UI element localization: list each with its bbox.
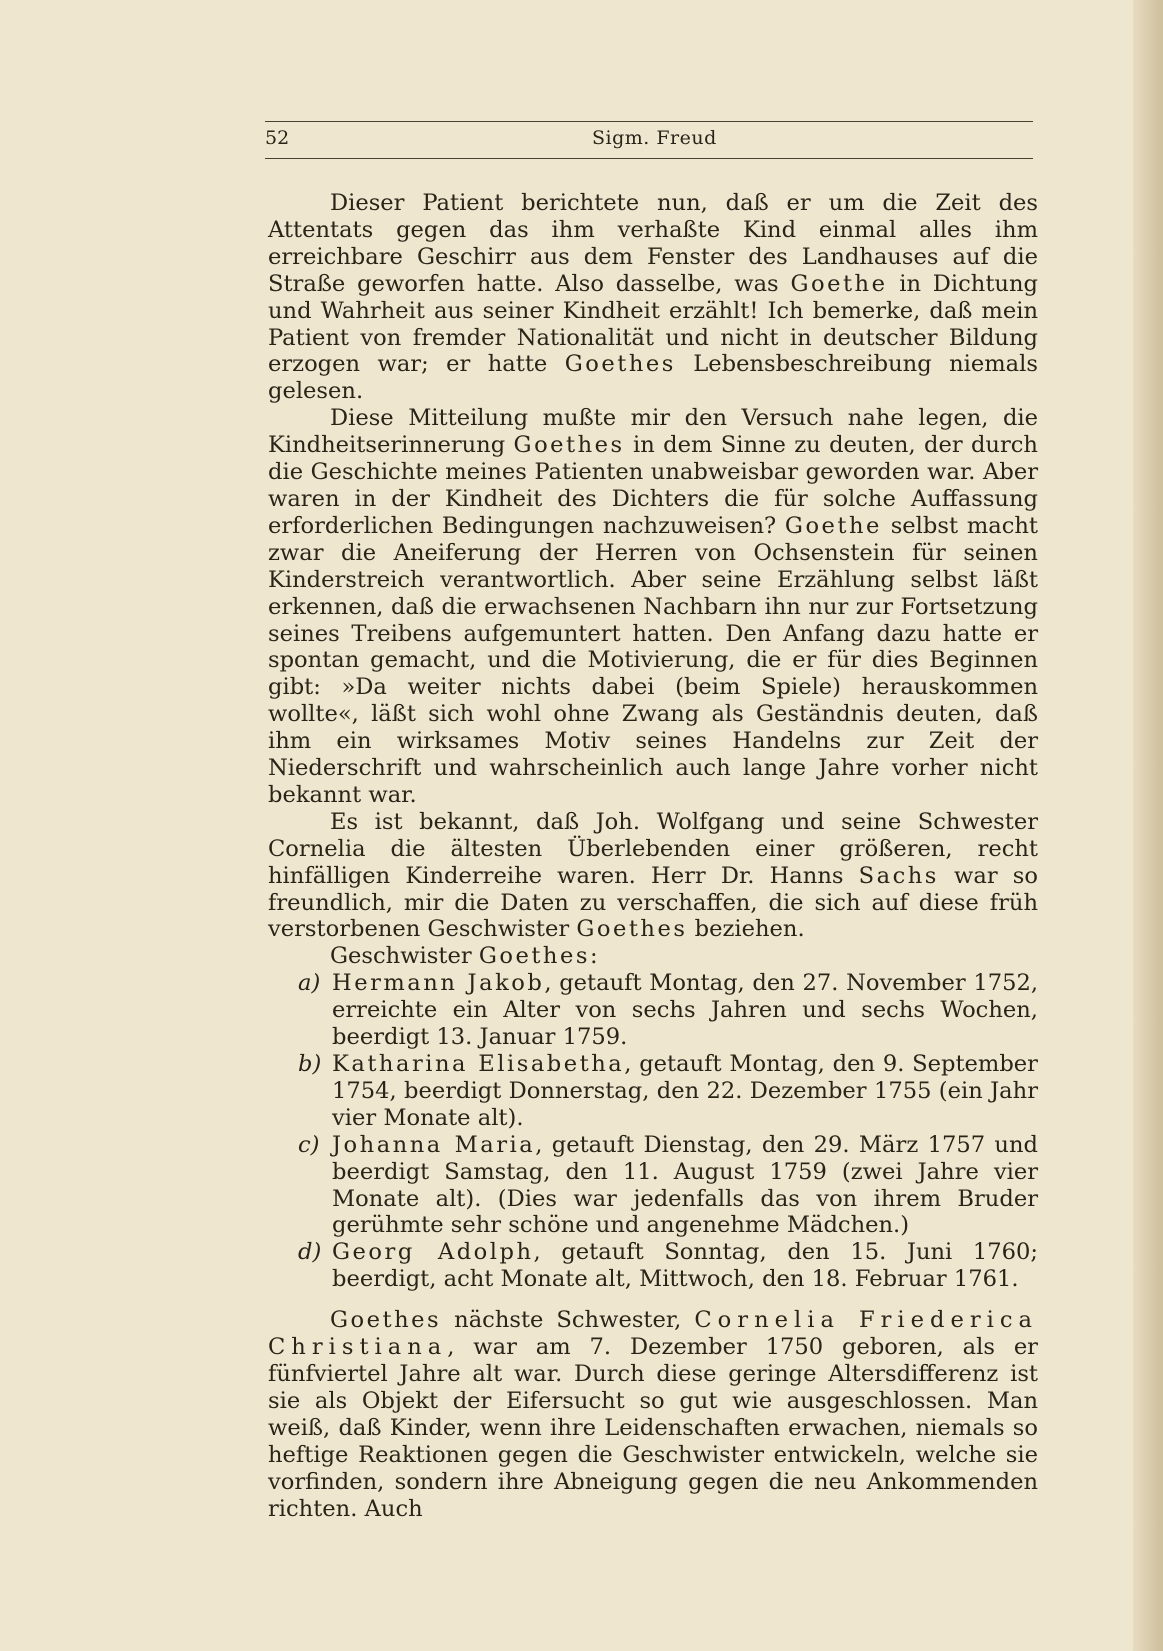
paragraph-4: Goethes nächste Schwester, Cornelia Friederica Christiana, war am 7. Dezember 1750 geboren, als er fünfviertel Jahre alt war. Durch diese geringe Altersdifferenz ist sie als Objekt der Eifersucht so gut wie ausgeschlossen. Man weiß, daß Kinder, wenn ihre Leidenschaften erwachen, niemals so heftige Reaktionen gegen die Geschwister entwickeln, welche sie vorfinden, sondern ihre Abneigung gegen die neu Ankommenden richten. Auch	[268, 1307, 1038, 1522]
header-rule-bottom	[265, 158, 1033, 159]
sibling-entry: a) Hermann Jakob, getauft Montag, den 27. November 1752, erreichte ein Alter von sechs Jahren und sechs Wochen, beerdigt 13. Januar 1759.	[298, 970, 1039, 1051]
header-rule-top	[265, 121, 1033, 122]
page-edge-shadow	[1133, 0, 1163, 1651]
siblings-heading: Geschwister Goethes:	[330, 943, 598, 970]
section-gap	[268, 1293, 1038, 1307]
paragraph-3: Es ist bekannt, daß Joh. Wolfgang und seine Schwester Cornelia die ältesten Überlebenden einer größeren, recht hinfälligen Kinderreihe waren. Herr Dr. Hanns Sachs war so freundlich, mir die Daten zu verschaffen, die sich auf diese früh verstorbenen Geschwister Goethes beziehen.	[268, 808, 1039, 943]
sibling-letter: b)	[298, 1051, 322, 1077]
sibling-entry: c) Johanna Maria, getauft Dienstag, den 29. März 1757 und beerdigt Samstag, den 11. August 1759 (zwei Jahre vier Monate alt). (Dies war jedenfalls das von ihrem Bruder gerühmte sehr schöne und angenehme Mädchen.)	[298, 1131, 1038, 1239]
sibling-letter: d)	[298, 1239, 322, 1266]
running-title: Sigm. Freud	[592, 127, 717, 149]
sibling-entry: b) Katharina Elisabetha, getauft Montag, den 9. September 1754, beerdigt Donnerstag, den 22. Dezember 1755 (ein Jahr vier Monate alt).	[298, 1051, 1038, 1131]
sibling-entry: d) Georg Adolph, getauft Sonntag, den 15. Juni 1760; beerdigt, acht Monate alt, Mittwoch, den 18. Februar 1761.	[298, 1239, 1038, 1293]
paragraph-2: Diese Mitteilung mußte mir den Versuch nahe legen, die Kindheitserinnerung Goethes in dem Sinne zu deuten, der durch die Geschichte meines Patienten unabweisbar geworden war. Aber waren in der Kindheit des Dichters die für solche Auffassung erforderlichen Bedingungen nachzuweisen? Goethe selbst macht zwar die Aneiferung der Herren von Ochsenstein für seinen Kinderstreich verantwortlich. Aber seine Erzählung selbst läßt erkennen, daß die erwachsenen Nachbarn ihn nur zur Fortsetzung seines Treibens aufgemuntert hatten. Den Anfang dazu hatte er spontan gemacht, und die Motivierung, die er für dies Beginnen gibt: »Da weiter nichts dabei (beim Spiele) herauskommen wollte«, läßt sich wohl ohne Zwang als Geständnis deuten, daß ihm ein wirksames Motiv seines Handelns zur Zeit der Niederschrift und wahrscheinlich auch lange Jahre vorher nicht bekannt war.	[268, 405, 1038, 808]
page-number: 52	[265, 127, 290, 149]
sibling-letter: c)	[298, 1131, 320, 1158]
sibling-letter: a)	[298, 970, 321, 997]
paragraph-1: Dieser Patient berichtete nun, daß er um die Zeit des Attentats gegen das ihm verhaßte Kind einmal alles ihm erreichbare Geschirr aus dem Fenster des Landhauses auf die Straße geworfen hatte. Also dasselbe, was Goethe in Dichtung und Wahrheit aus seiner Kindheit erzählt! Ich bemerke, daß mein Patient von fremder Nationalität und nicht in deutscher Bildung erzogen war; er hatte Goethes Lebensbeschreibung niemals gelesen.	[268, 190, 1038, 405]
body-text	[268, 190, 1038, 1522]
